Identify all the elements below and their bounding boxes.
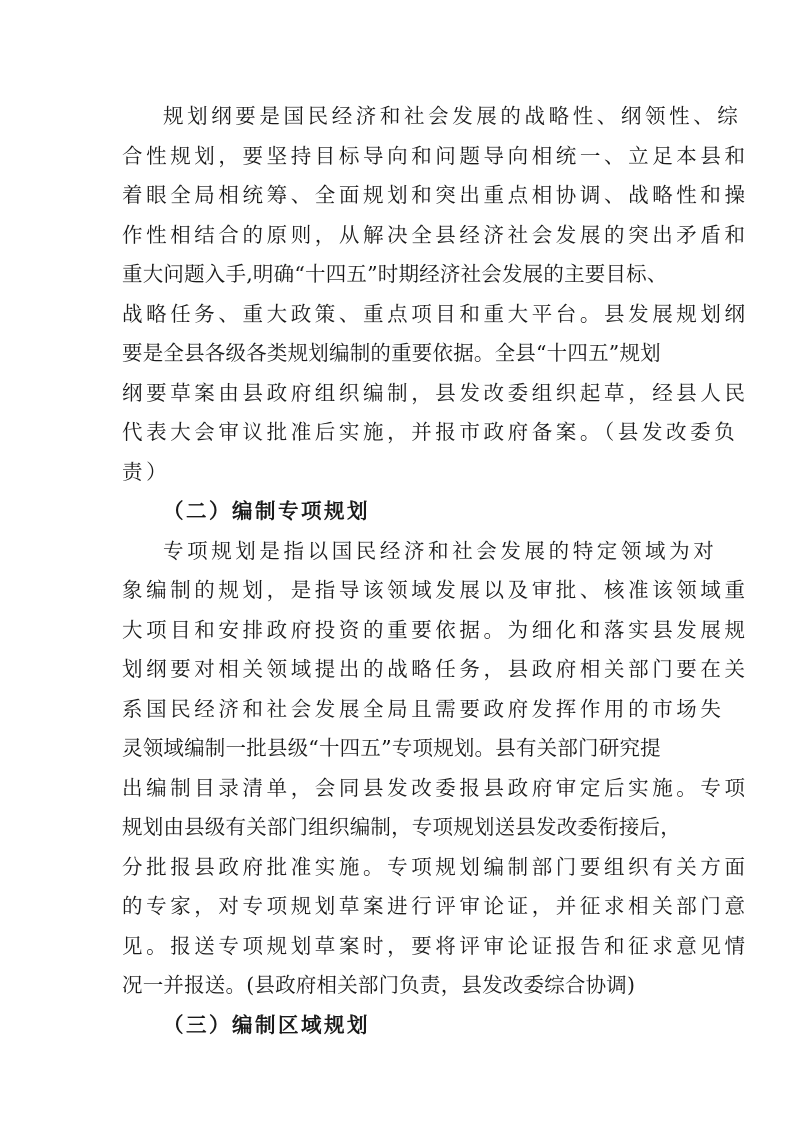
text-line: 象编制的规划，是指导该领域发展以及审批、核准该领域重 xyxy=(122,578,749,602)
text-line: 合性规划，要坚持目标导向和问题导向相统一、立足本县和 xyxy=(122,143,749,168)
text-line: 规划纲要是国民经济和社会发展的战略性、纲领性、综 xyxy=(163,104,742,128)
section-heading-regional-plans: （三）编制区域规划 xyxy=(163,1012,370,1037)
text-line: 重大问题入手,明确“十四五”时期经济社会发展的主要目标、 xyxy=(122,262,668,286)
text-line: 作性相结合的原则，从解决全县经济社会发展的突出矛盾和 xyxy=(122,222,749,247)
text-line: 系国民经济和社会发展全局且需要政府发挥作用的市场失 xyxy=(122,696,725,721)
text-line: 分批报县政府批准实施。专项规划编制部门要组织有关方面 xyxy=(122,854,749,879)
paragraph-master-plan xyxy=(122,97,749,492)
text-line: 划纲要对相关领域提出的战略任务，县政府相关部门要在关 xyxy=(122,657,749,681)
text-line: 着眼全局相统筹、全面规划和突出重点相协调、战略性和操 xyxy=(122,183,749,207)
text-line: 出编制目录清单，会同县发改委报县政府审定后实施。专项 xyxy=(122,775,749,800)
text-line: 战略任务、重大政策、重点项目和重大平台。县发展规划纲 xyxy=(122,301,749,326)
document-page xyxy=(122,97,749,1045)
text-line: 要是全县各级各类规划编制的重要依据。全县“十四五”规划 xyxy=(122,341,661,365)
text-line: 纲要草案由县政府组织编制，县发改委组织起草，经县人民 xyxy=(122,380,749,405)
text-line: 的专家，对专项规划草案进行评审论证，并征求相关部门意 xyxy=(122,894,749,918)
text-line: 代表大会审议批准后实施，并报市政府备案。（县发改委负 xyxy=(122,420,739,444)
text-line: 规划由县级有关部门组织编制，专项规划送县发改委衔接后， xyxy=(122,815,681,839)
text-line: 况一并报送。(县政府相关部门负责，县发改委综合协调) xyxy=(122,973,636,997)
paragraph-special-plans xyxy=(122,532,749,1006)
text-line: 大项目和安排政府投资的重要依据。为细化和落实县发展规 xyxy=(122,617,749,642)
text-line: 专项规划是指以国民经济和社会发展的特定领域为对 xyxy=(163,538,718,563)
text-line: 见。报送专项规划草案时，要将评审论证报告和征求意见情 xyxy=(122,933,749,958)
text-line: 灵领域编制一批县级“十四五”专项规划。县有关部门研究提 xyxy=(122,736,661,760)
text-line: 责） xyxy=(122,459,171,484)
section-heading-special-plans: （二）编制专项规划 xyxy=(163,499,370,523)
